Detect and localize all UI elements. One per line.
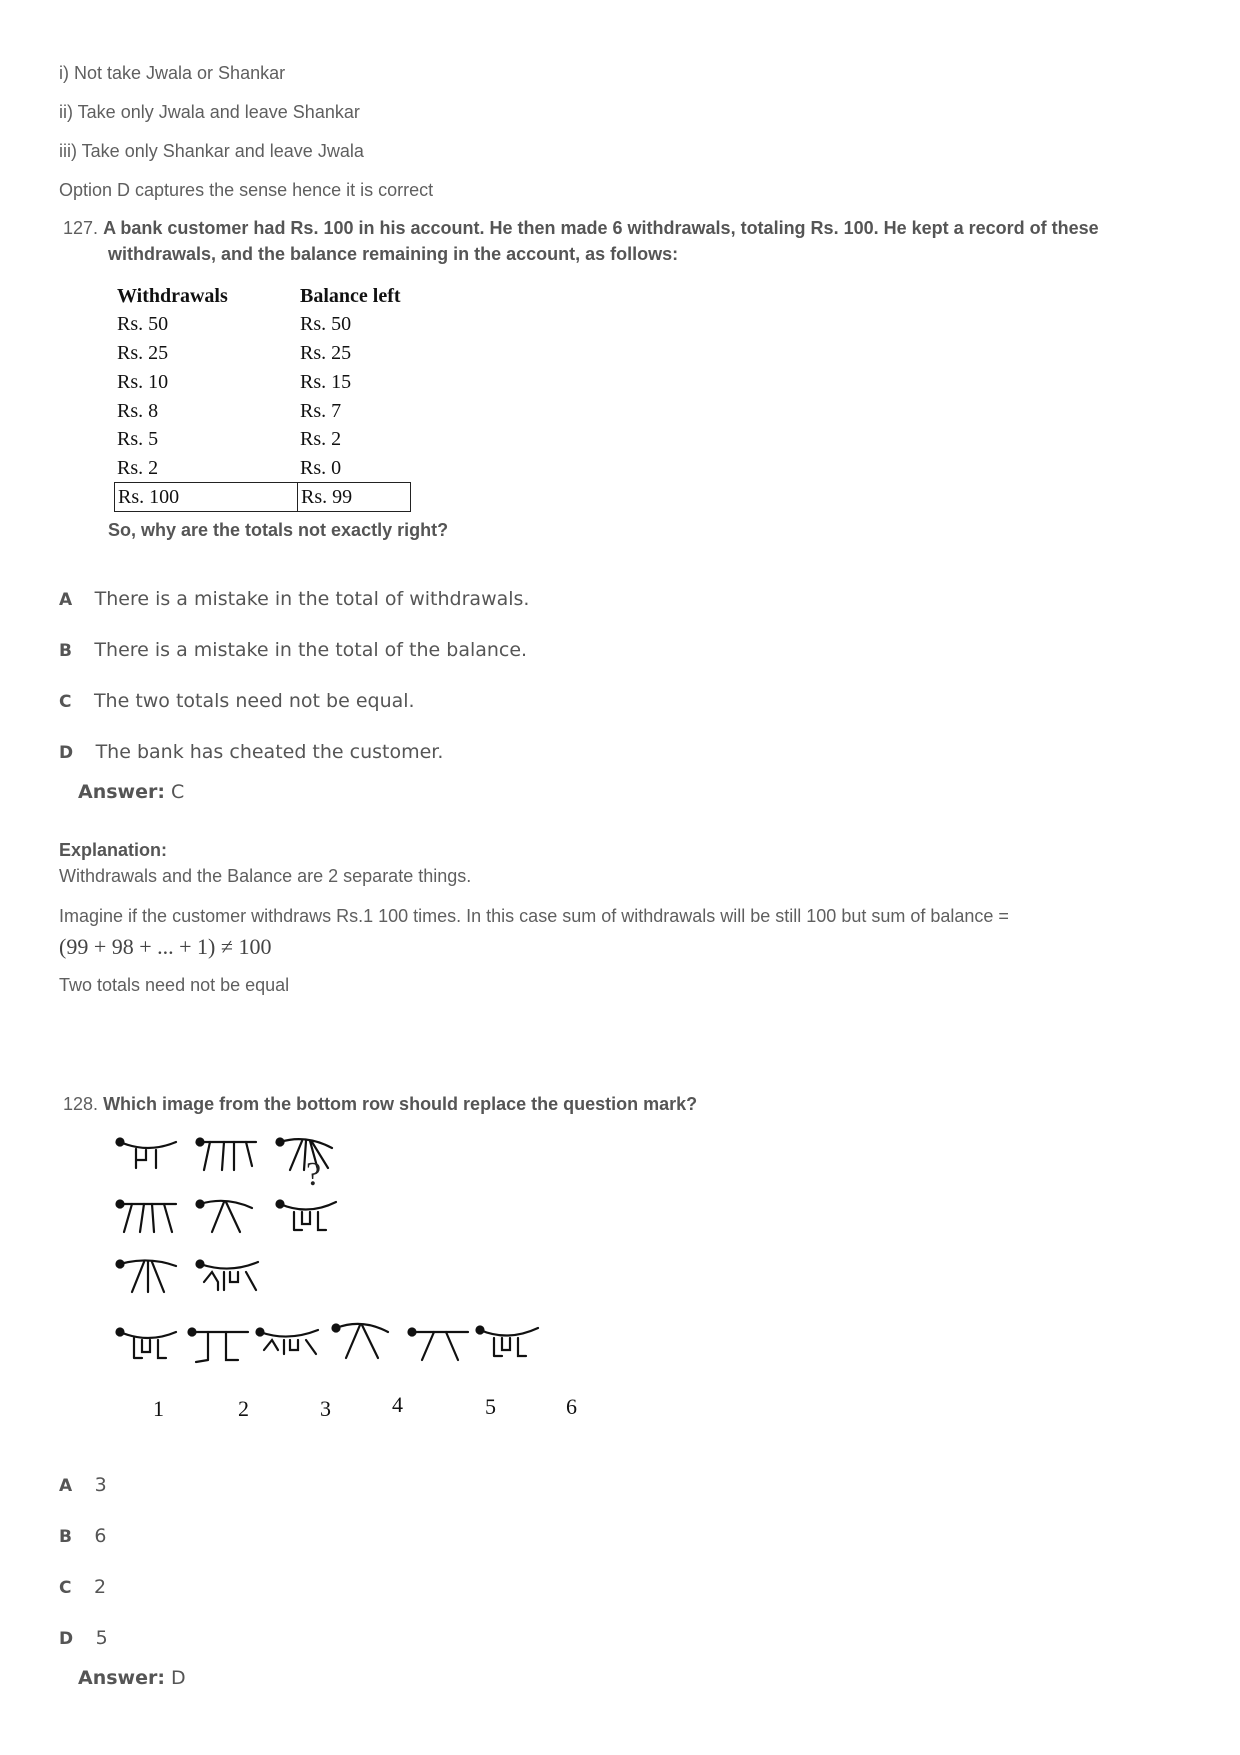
option-text: The two totals need not be equal. — [93, 690, 415, 712]
option-letter: C — [59, 692, 72, 712]
option-letter: C — [59, 1578, 72, 1598]
choice-number-1: 1 — [153, 1396, 164, 1421]
intro-line-4: Option D captures the sense hence it is correct — [59, 180, 434, 200]
total-withdrawals: Rs. 100 — [114, 482, 298, 512]
choice-figure-6 — [477, 1327, 539, 1357]
option-c[interactable] — [59, 690, 415, 712]
question-number: 127. — [63, 218, 99, 238]
answer-label: Answer: — [78, 1667, 165, 1689]
answer-value: C — [171, 781, 185, 803]
choice-number-2: 2 — [238, 1396, 249, 1421]
question-text-line-1: A bank customer had Rs. 100 in his account. He then made 6 withdrawals, totaling Rs. 100. He kept a record of these — [103, 218, 1099, 238]
table-cell: Rs. 2 — [300, 428, 342, 450]
option-c[interactable] — [59, 1576, 106, 1598]
option-text: There is a mistake in the total of withdrawals. — [94, 588, 530, 610]
table-cell: Rs. 15 — [300, 371, 352, 393]
question-text: Which image from the bottom row should replace the question mark? — [103, 1094, 698, 1114]
intro-line-1: i) Not take Jwala or Shankar — [59, 63, 286, 83]
figure-r2c3 — [277, 1201, 337, 1231]
table-header-withdrawals: Withdrawals — [117, 285, 228, 307]
figure-puzzle — [100, 1120, 620, 1420]
figure-r3c1 — [117, 1260, 177, 1292]
option-letter: D — [59, 1629, 74, 1649]
choice-figure-1 — [117, 1329, 177, 1359]
table-header-balance: Balance left — [300, 285, 401, 307]
option-letter: A — [59, 590, 73, 610]
option-text: 3 — [94, 1474, 107, 1496]
option-letter: D — [59, 743, 74, 763]
question-128 — [63, 1094, 697, 1115]
table-cell: Rs. 50 — [300, 313, 352, 335]
intro-line-3: iii) Take only Shankar and leave Jwala — [59, 141, 364, 161]
option-b[interactable] — [59, 639, 527, 661]
explanation-line-3: Two totals need not be equal — [59, 975, 290, 995]
figure-r1c1 — [117, 1139, 177, 1169]
answer-value: D — [171, 1667, 186, 1689]
choice-number-3: 3 — [320, 1396, 331, 1421]
table-cell: Rs. 8 — [117, 400, 159, 422]
table-cell: Rs. 7 — [300, 400, 342, 422]
figure-r3c2 — [197, 1261, 259, 1291]
table-cell: Rs. 0 — [300, 457, 342, 479]
choice-figure-2 — [189, 1329, 249, 1363]
question-127 — [63, 218, 1193, 239]
question-followup: So, why are the totals not exactly right? — [108, 520, 449, 540]
option-text: The bank has cheated the customer. — [95, 741, 444, 763]
answer-128 — [78, 1667, 186, 1689]
option-text: 6 — [94, 1525, 107, 1547]
explanation-line-1: Withdrawals and the Balance are 2 separate things. — [59, 866, 472, 886]
table-cell: Rs. 2 — [117, 457, 159, 479]
choice-figure-4 — [333, 1324, 389, 1358]
option-a[interactable] — [59, 588, 529, 610]
option-letter: A — [59, 1476, 73, 1496]
figure-r1c3 — [277, 1139, 333, 1171]
answer-127 — [78, 781, 184, 803]
table-cell: Rs. 25 — [117, 342, 169, 364]
intro-line-2: ii) Take only Jwala and leave Shankar — [59, 102, 360, 122]
option-d[interactable] — [59, 1627, 108, 1649]
explanation-line-2: Imagine if the customer withdraws Rs.1 100 times. In this case sum of withdrawals will be still 100 but sum of balance = — [59, 906, 1009, 926]
table-cell: Rs. 10 — [117, 371, 169, 393]
choice-figure-3 — [257, 1329, 319, 1355]
question-mark: ? — [306, 1156, 322, 1193]
option-text: 5 — [95, 1627, 108, 1649]
table-cell: Rs. 25 — [300, 342, 352, 364]
total-balance: Rs. 99 — [297, 482, 411, 512]
option-d[interactable] — [59, 741, 443, 763]
choice-number-5: 5 — [485, 1394, 496, 1419]
question-127-line-2: withdrawals, and the balance remaining in the account, as follows: — [108, 244, 679, 264]
figure-r2c1 — [117, 1201, 177, 1233]
option-letter: B — [59, 641, 72, 661]
option-b[interactable] — [59, 1525, 107, 1547]
choice-number-4: 4 — [392, 1392, 403, 1417]
option-text: There is a mistake in the total of the balance. — [94, 639, 528, 661]
table-cell: Rs. 50 — [117, 313, 169, 335]
answer-label: Answer: — [78, 781, 165, 803]
choice-number-6: 6 — [566, 1394, 577, 1419]
option-letter: B — [59, 1527, 72, 1547]
explanation-math: (99 + 98 + ... + 1) ≠ 100 — [59, 934, 272, 959]
figure-r1c2 — [197, 1139, 257, 1171]
explanation-title: Explanation: — [59, 840, 168, 860]
table-cell: Rs. 5 — [117, 428, 159, 450]
option-a[interactable] — [59, 1474, 107, 1496]
question-number: 128. — [63, 1094, 99, 1114]
figure-r2c2 — [197, 1201, 253, 1233]
choice-figure-5 — [409, 1329, 469, 1361]
option-text: 2 — [93, 1576, 107, 1598]
